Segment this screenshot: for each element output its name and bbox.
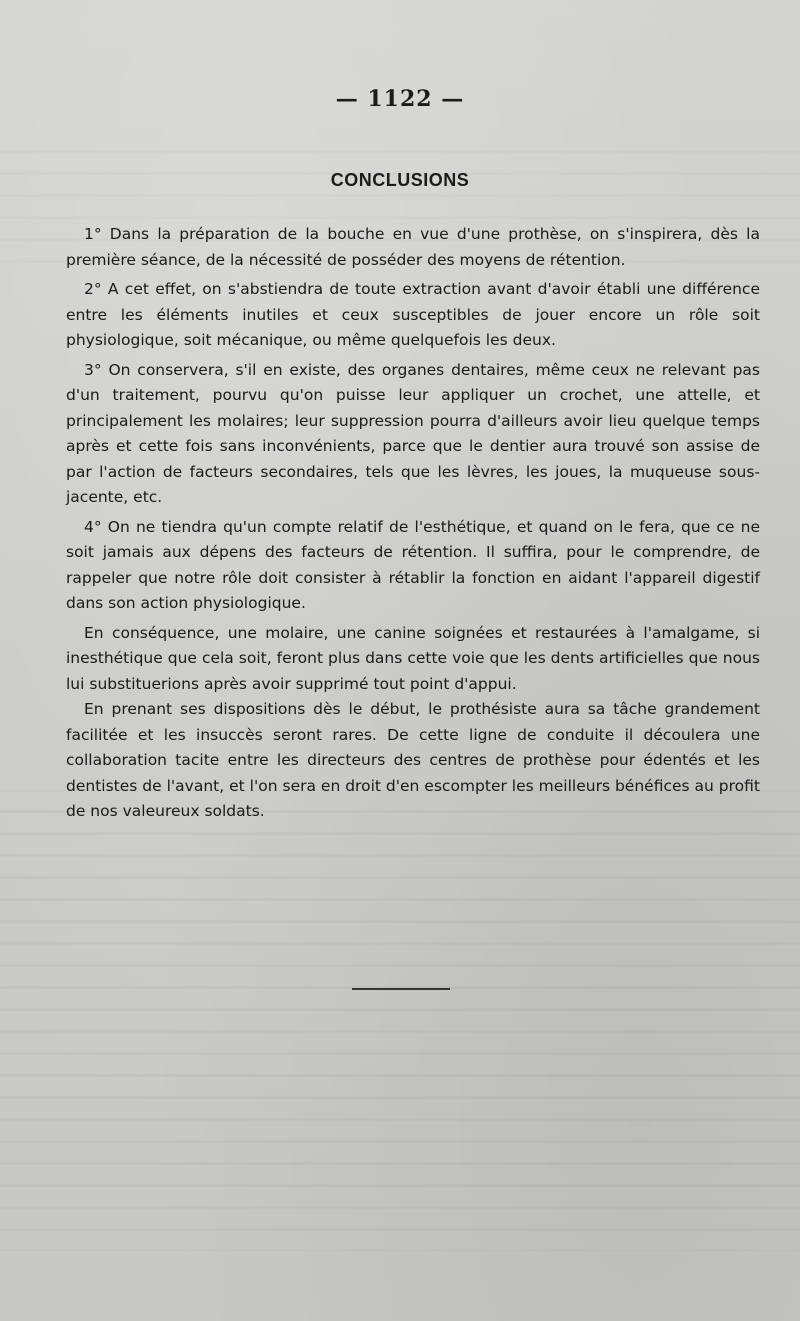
- paragraph-4: 4° On ne tiendra qu'un compte relatif de l'esthétique, et quand on le fera, que ce ne soit jamais aux dépens des facteurs de rétention. Il suffira, pour le comprendre, de rappeler que notre rôle doit consister à rétablir la fonction en aidant l'appareil digestif dans son action physiologique.: [66, 517, 760, 612]
- paragraph-2: 2° A cet effet, on s'abstiendra de toute extraction avant d'avoir établi une différence entre les éléments inutiles et ceux susceptibles de jouer encore un rôle soit physiologique, soit mécanique, ou même quelquefois les deux.: [66, 280, 760, 349]
- body-text: [66, 222, 760, 829]
- page-number: — 1122 —: [335, 86, 465, 112]
- paragraph-6: En prenant ses dispositions dès le début, le prothésiste aura sa tâche grandement facilitée et les insuccès seront rares. De cette ligne de conduite il découlera une collaboration tacite entre les directeurs des centres de prothèse pour édentés et les dentistes de l'avant, et l'on sera en droit d'en escompter les meilleurs bénéfices au profit de nos valeureux soldats.: [66, 700, 760, 820]
- paragraph-1: 1° Dans la préparation de la bouche en vue d'une prothèse, on s'inspirera, dès la première séance, de la nécessité de posséder des moyens de rétention.: [66, 225, 760, 269]
- paragraph-5: En conséquence, une molaire, une canine soignées et restaurées à l'amalgame, si inesthétique que cela soit, feront plus dans cette voie que les dents artificielles que nous lui substituerions après avoir supprimé tout point d'appui.: [66, 623, 760, 693]
- paragraph-3: 3° On conservera, s'il en existe, des organes dentaires, même ceux ne relevant pas d'un traitement, pourvu qu'on puisse leur appliquer un crochet, une attelle, et principalement les molaires; leur suppression pourra d'ailleurs avoir lieu quelque temps après et cette fois sans inconvénients, parce que le dentier aura trouvé son assise de par l'action de facteurs secondaires, tels que les lèvres, les joues, la muqueuse sous-jacente, etc.: [66, 360, 760, 506]
- closing-rule: [352, 988, 450, 990]
- section-title: CONCLUSIONS: [330, 170, 470, 190]
